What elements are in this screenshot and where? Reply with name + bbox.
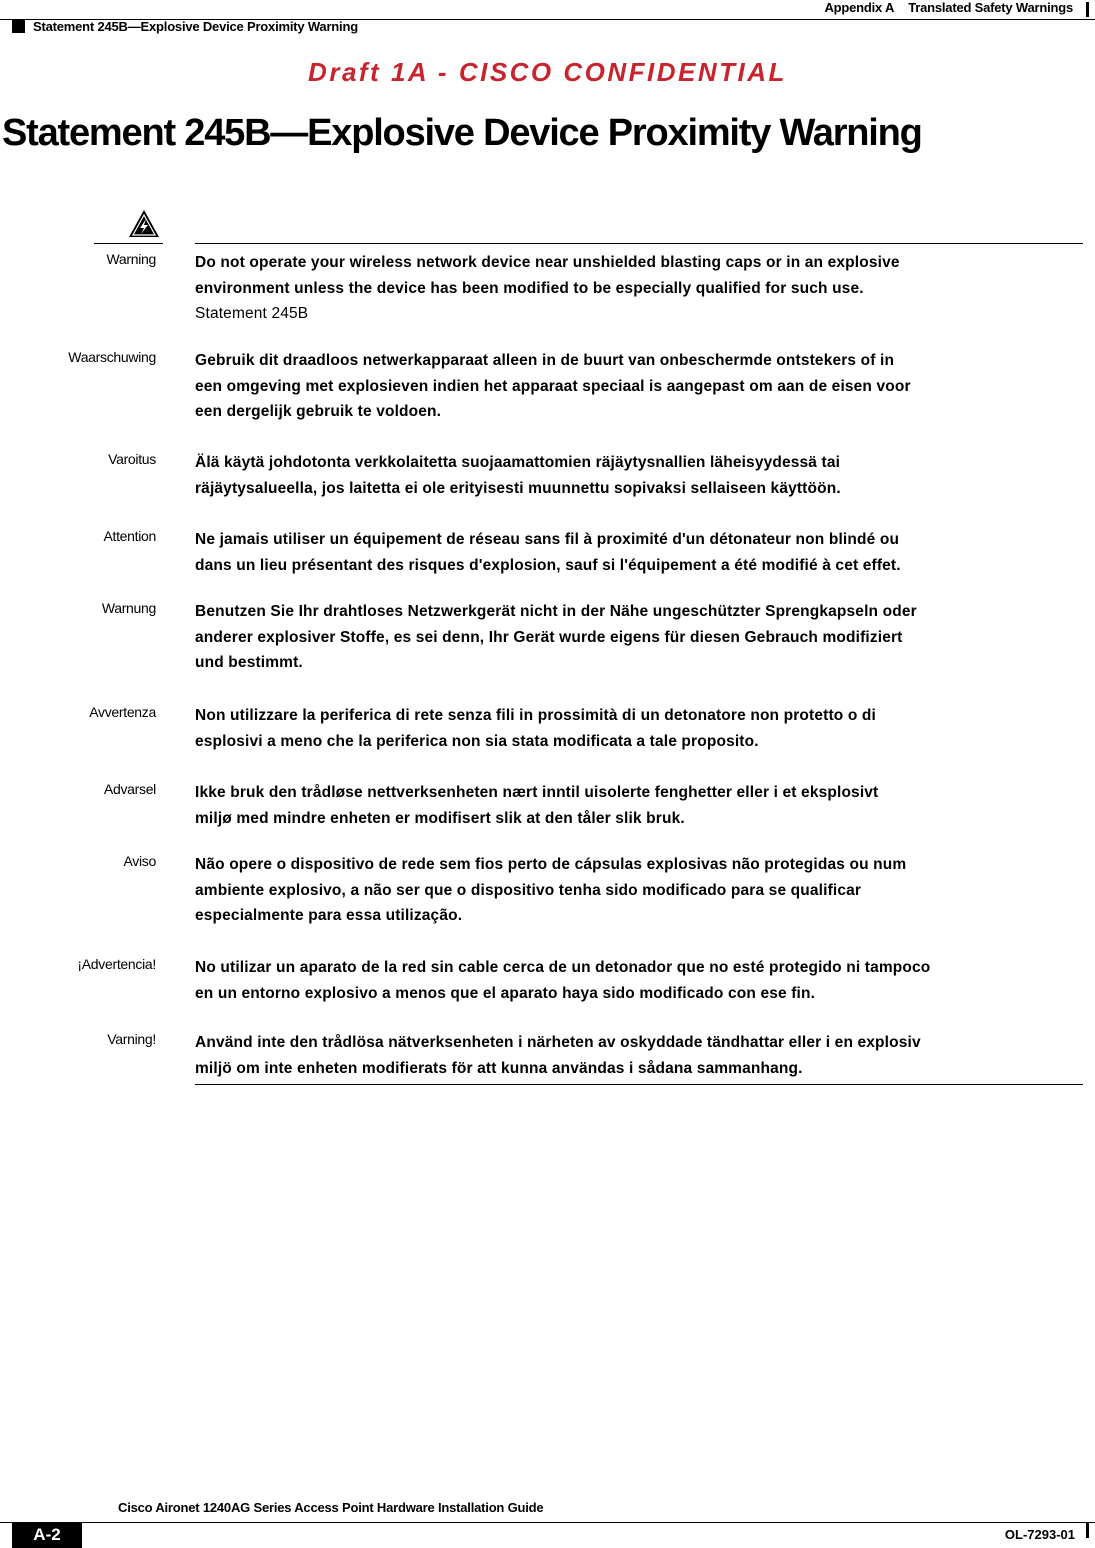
statement-label: Aviso [123, 853, 156, 869]
footer-rule [0, 1522, 1095, 1523]
header-square-marker [12, 20, 25, 33]
draft-banner: Draft 1A - CISCO CONFIDENTIAL [308, 57, 787, 87]
statement-line: Benutzen Sie Ihr drahtloses Netzwerkgerät nicht in der Nähe ungeschützter Sprengkapseln oder [195, 603, 917, 620]
statement-text [195, 955, 1075, 1006]
statement-reference: Statement 245B [195, 305, 309, 322]
statement-line: räjäytysalueella, jos laitetta ei ole erityisesti muunnettu sopivaksi sellaiseen käyttöön. [195, 479, 841, 497]
warning-end-rule [195, 1084, 1083, 1085]
statement-label: ¡Advertencia! [77, 956, 156, 972]
footer-doc-number: OL-7293-01 [1004, 1527, 1075, 1542]
footer-vertical-bar [1086, 1522, 1089, 1538]
statement-text [195, 599, 1075, 676]
statement-label: Attention [103, 528, 156, 544]
footer-guide-title: Cisco Aironet 1240AG Series Access Point Hardware Installation Guide [118, 1500, 544, 1515]
statement-line: esplosivi a meno che la periferica non sia stata modificata a tale proposito. [195, 732, 759, 750]
statement-line: miljö om inte enheten modifierats för att kunna användas i sådana sammanhang. [195, 1059, 803, 1077]
page-number: A-2 [12, 1522, 82, 1548]
statement-line: No utilizar un aparato de la red sin cable cerca de un detonador que no esté protegido ni tampoco [195, 959, 931, 976]
header-section: Statement 245B—Explosive Device Proximity Warning [33, 19, 358, 34]
statement-label: Varning! [107, 1031, 156, 1047]
warning-text-rule [195, 243, 1083, 244]
statement-label: Avvertenza [89, 704, 156, 720]
warning-label-rule [94, 243, 163, 244]
warning-triangle-icon [128, 209, 160, 239]
statement-line: especialmente para essa utilização. [195, 907, 463, 924]
statement-line: miljø med mindre enheten er modifisert slik at den tåler slik bruk. [195, 809, 685, 827]
statement-line: Ne jamais utiliser un équipement de réseau sans fil à proximité d'un détonateur non blindé ou [195, 531, 900, 548]
statement-line: Gebruik dit draadloos netwerkapparaat alleen in de buurt van onbeschermde ontstekers of in [195, 352, 895, 369]
statement-text [195, 527, 1075, 578]
statement-line: een omgeving met explosieven indien het apparaat speciaal is aangepast om aan de eisen voor [195, 377, 911, 395]
statement-label: Varoitus [108, 451, 156, 467]
statement-label: Advarsel [103, 781, 156, 797]
statement-text [195, 348, 1075, 425]
running-header-chapter [824, 0, 1073, 15]
statement-label: Warnung [101, 600, 156, 616]
statement-text [195, 1030, 1075, 1081]
statement-label: Waarschuwing [68, 349, 156, 365]
statement-line: en un entorno explosivo a menos que el aparato haya sido modificado con ese fin. [195, 984, 816, 1002]
statement-text [195, 780, 1075, 831]
page-title: Statement 245B—Explosive Device Proximity Warning [2, 112, 922, 154]
header-chapter: Translated Safety Warnings [908, 0, 1073, 15]
statement-line: Non utilizzare la periferica di rete senza fili in prossimità di un detonatore non protetto o di [195, 707, 876, 724]
header-vertical-bar [1086, 2, 1089, 17]
statement-text [195, 852, 1075, 929]
statement-line: Do not operate your wireless network device near unshielded blasting caps or in an explosive [195, 254, 900, 271]
statement-line: anderer explosiver Stoffe, es sei denn, Ihr Gerät wurde eigens für diesen Gebrauch modifiziert [195, 628, 903, 646]
statement-line: een dergelijk gebruik te voldoen. [195, 403, 442, 420]
statement-line: dans un lieu présentant des risques d'explosion, sauf si l'équipement a été modifié à cet effet. [195, 556, 901, 574]
statement-line: ambiente explosivo, a não ser que o dispositivo tenha sido modificado para se qualificar [195, 881, 862, 899]
statement-text [195, 250, 1075, 327]
statement-label: Warning [106, 251, 156, 267]
header-appendix: Appendix A [824, 0, 895, 15]
statement-line: Älä käytä johdotonta verkkolaitetta suojaamattomien räjäytysnallien läheisyydessä tai [195, 454, 841, 471]
statement-line: und bestimmt. [195, 654, 303, 671]
statement-line: environment unless the device has been modified to be especially qualified for such use. [195, 279, 864, 297]
statement-line: Não opere o dispositivo de rede sem fios perto de cápsulas explosivas não protegidas ou num [195, 856, 907, 873]
statement-line: Ikke bruk den trådløse nettverksenheten nært inntil uisolerte fenghetter eller i et eksplosivt [195, 784, 879, 801]
statement-line: Använd inte den trådlösa nätverksenheten i närheten av oskyddade tändhattar eller i en explosiv [195, 1034, 921, 1051]
statement-text [195, 450, 1075, 501]
statement-text [195, 703, 1075, 754]
